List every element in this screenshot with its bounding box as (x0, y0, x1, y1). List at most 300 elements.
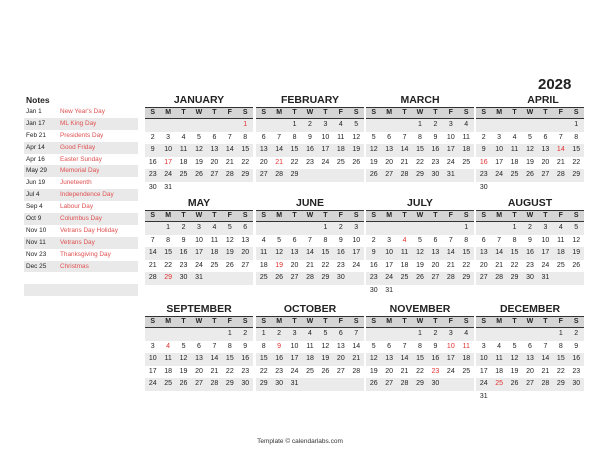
day-cell: 12 (195, 146, 203, 154)
day-cell (333, 378, 348, 391)
day-cell: 30 (241, 380, 250, 388)
day-cell: 13 (479, 249, 488, 257)
day-cell: 10 (495, 146, 504, 154)
weekday-header (256, 107, 364, 119)
weekday-label: T (181, 212, 186, 219)
day-cell: 27 (479, 274, 488, 282)
week-row (145, 328, 253, 341)
day-cell (302, 222, 317, 235)
day-cell: 12 (275, 249, 284, 257)
day-cell (507, 328, 522, 341)
day-cell: 14 (400, 146, 409, 154)
day-cell: 6 (387, 342, 392, 350)
week-row (256, 222, 364, 235)
day-cell: 16 (275, 355, 284, 363)
day-cell (538, 391, 553, 404)
day-cell: 30 (179, 274, 188, 282)
weekday-label: S (573, 318, 579, 325)
weekday-label: T (543, 109, 548, 116)
week-row (256, 353, 364, 366)
note-date: Jul 4 (26, 191, 40, 199)
day-cell: 5 (418, 236, 422, 244)
day-cell (160, 119, 175, 132)
week-row (476, 391, 584, 404)
day-cell: 18 (462, 146, 471, 154)
day-cell: 16 (526, 249, 534, 257)
day-cell: 29 (572, 171, 581, 179)
week-row (476, 366, 584, 379)
day-cell (207, 182, 222, 195)
note-date: Jun 19 (26, 179, 46, 187)
note-holiday-name: Vetrans Day Holiday (60, 226, 118, 234)
week-row (145, 353, 253, 366)
day-cell: 31 (385, 286, 394, 294)
day-cell (522, 182, 537, 195)
day-cell: 11 (164, 355, 172, 363)
week-row (256, 366, 364, 379)
day-cell: 5 (371, 133, 376, 141)
day-cell: 5 (277, 236, 282, 244)
day-cell: 15 (225, 355, 234, 363)
day-cell: 12 (179, 355, 188, 363)
day-cell: 16 (241, 355, 250, 363)
day-cell: 12 (416, 249, 424, 257)
day-cell: 18 (336, 146, 345, 154)
day-cell (191, 182, 206, 195)
week-row (476, 157, 584, 170)
day-cell (271, 222, 286, 235)
day-cell: 18 (259, 261, 268, 269)
day-cell: 26 (352, 158, 361, 166)
day-cell: 18 (556, 249, 565, 257)
day-cell: 16 (306, 146, 314, 154)
week-row (256, 328, 364, 341)
week-row (145, 222, 253, 235)
week-row (256, 341, 364, 354)
note-date: Dec 25 (26, 262, 47, 270)
weekday-label: M (496, 212, 503, 219)
day-cell: 2 (150, 133, 155, 141)
weekday-label: S (371, 212, 377, 219)
day-cell (553, 391, 568, 404)
week-row (256, 132, 364, 145)
weekday-label: W (526, 109, 534, 116)
day-cell: 15 (241, 146, 250, 154)
weekday-header (366, 316, 474, 328)
weekday-label: S (353, 212, 359, 219)
day-cell: 18 (400, 261, 409, 269)
day-cell: 16 (572, 355, 581, 363)
month-title: JANUARY (173, 94, 225, 106)
day-cell: 13 (385, 355, 394, 363)
day-cell: 11 (306, 342, 314, 350)
day-cell: 25 (179, 171, 188, 179)
note-date: Feb 21 (26, 131, 46, 139)
weekday-label: S (573, 109, 579, 116)
day-cell: 24 (541, 261, 550, 269)
day-cell: 23 (241, 367, 250, 375)
day-cell: 10 (290, 342, 299, 350)
day-cell (381, 222, 396, 235)
week-row (366, 260, 474, 273)
weekday-label: T (402, 318, 407, 325)
day-cell: 7 (448, 236, 453, 244)
day-cell: 30 (526, 274, 534, 282)
day-cell: 1 (243, 121, 248, 128)
day-cell: 16 (179, 249, 188, 257)
day-cell: 9 (181, 236, 186, 244)
day-cell: 7 (212, 342, 217, 350)
week-row (476, 182, 584, 195)
day-cell: 6 (543, 133, 548, 141)
day-cell: 26 (526, 171, 534, 179)
week-row (145, 169, 253, 182)
day-cell: 3 (354, 224, 359, 231)
weekday-label: W (306, 109, 314, 116)
day-cell: 1 (512, 224, 517, 231)
day-cell: 5 (197, 133, 201, 141)
day-cell: 16 (148, 158, 157, 166)
week-row (476, 169, 584, 182)
week-row (476, 341, 584, 354)
day-cell (176, 182, 191, 195)
day-cell: 25 (336, 158, 345, 166)
day-cell: 1 (166, 224, 171, 231)
day-cell: 19 (510, 367, 519, 375)
weekday-label: W (416, 212, 424, 219)
day-cell: 4 (464, 121, 469, 128)
day-cell: 18 (462, 355, 471, 363)
day-cell: 10 (541, 236, 550, 244)
day-cell: 20 (385, 158, 394, 166)
week-row (366, 272, 474, 285)
day-cell (145, 119, 160, 132)
day-cell: 12 (225, 236, 234, 244)
day-cell: 15 (164, 249, 173, 257)
day-cell: 11 (210, 236, 219, 244)
weekday-label: W (526, 318, 534, 325)
day-cell: 3 (497, 133, 502, 141)
day-cell: 21 (225, 158, 234, 166)
day-cell: 12 (369, 355, 378, 363)
day-cell: 9 (433, 342, 438, 350)
week-row (476, 119, 584, 132)
day-cell: 22 (556, 367, 565, 375)
day-cell (522, 119, 537, 132)
day-cell: 24 (195, 261, 203, 269)
day-cell: 19 (195, 158, 203, 166)
day-cell: 14 (352, 342, 361, 350)
day-cell (302, 169, 317, 182)
weekday-label: T (212, 318, 217, 325)
weekday-label: S (242, 109, 248, 116)
day-cell: 8 (243, 133, 248, 141)
day-cell (207, 272, 222, 285)
day-cell: 12 (321, 342, 330, 350)
day-cell (553, 272, 568, 285)
day-cell: 23 (431, 158, 440, 166)
weekday-label: F (448, 212, 453, 219)
weekday-label: T (323, 109, 328, 116)
day-cell: 14 (556, 146, 565, 154)
day-cell: 9 (481, 146, 486, 154)
weekday-label: F (227, 318, 232, 325)
day-cell: 27 (336, 367, 345, 375)
day-cell: 25 (462, 367, 471, 375)
day-cell: 3 (150, 342, 155, 350)
day-cell: 22 (462, 261, 471, 269)
note-holiday-name: Columbus Day (60, 215, 102, 223)
day-cell: 21 (275, 158, 284, 166)
day-cell: 14 (225, 146, 234, 154)
note-holiday-name: Vetrans Day (60, 238, 95, 246)
week-row (366, 222, 474, 235)
weekday-label: M (496, 318, 503, 325)
day-cell: 21 (446, 261, 455, 269)
day-cell: 31 (479, 392, 488, 400)
day-cell (256, 222, 271, 235)
note-holiday-name: Juneteenth (60, 179, 92, 187)
week-row (145, 144, 253, 157)
day-cell (366, 328, 381, 341)
weekday-label: M (276, 318, 283, 325)
week-row (145, 341, 253, 354)
day-cell: 9 (243, 342, 248, 350)
day-cell: 22 (510, 261, 519, 269)
note-holiday-name: Independence Day (60, 191, 114, 199)
day-cell: 31 (446, 171, 455, 179)
notes-title: Notes (26, 95, 50, 105)
month-september (145, 302, 253, 391)
weekday-label: F (338, 109, 343, 116)
month-january (145, 93, 253, 195)
day-cell: 5 (528, 133, 532, 141)
weekday-label: T (543, 212, 548, 219)
week-row (145, 235, 253, 248)
day-cell (222, 272, 237, 285)
day-cell: 20 (541, 158, 550, 166)
day-cell: 23 (306, 158, 314, 166)
day-cell: 9 (371, 249, 376, 257)
week-row (256, 235, 364, 248)
day-cell: 14 (210, 355, 219, 363)
week-row (145, 132, 253, 145)
day-cell: 6 (212, 133, 217, 141)
weekday-label: T (402, 212, 407, 219)
day-cell: 8 (574, 133, 579, 141)
day-cell: 17 (164, 158, 173, 166)
day-cell: 23 (369, 274, 378, 282)
weekday-label: S (463, 318, 469, 325)
day-cell: 17 (148, 367, 157, 375)
day-cell: 15 (510, 249, 519, 257)
week-row (476, 144, 584, 157)
day-cell: 20 (431, 261, 440, 269)
day-cell (397, 119, 412, 132)
day-cell: 10 (321, 133, 330, 141)
weekday-label: M (386, 109, 393, 116)
day-cell: 23 (479, 171, 488, 179)
weekday-label: W (306, 318, 314, 325)
week-row (476, 222, 584, 235)
day-cell: 10 (479, 355, 488, 363)
weekday-label: S (150, 318, 156, 325)
day-cell: 29 (241, 171, 250, 179)
day-cell (256, 119, 271, 132)
day-cell (507, 119, 522, 132)
note-row (24, 154, 138, 166)
day-cell: 19 (416, 261, 424, 269)
day-cell: 10 (446, 133, 455, 141)
month-title: APRIL (527, 94, 559, 106)
weekday-label: F (338, 318, 343, 325)
day-cell (238, 272, 253, 285)
day-cell: 27 (385, 380, 394, 388)
note-holiday-name: Thanksgiving Day (60, 250, 111, 258)
weekday-label: S (481, 109, 487, 116)
day-cell: 1 (558, 330, 563, 337)
day-cell: 28 (306, 274, 314, 282)
day-cell: 2 (433, 121, 438, 128)
day-cell: 1 (323, 224, 328, 231)
week-row (145, 366, 253, 379)
day-cell (443, 285, 458, 298)
day-cell: 13 (259, 146, 268, 154)
day-cell: 18 (306, 355, 314, 363)
day-cell: 25 (510, 171, 519, 179)
day-cell (459, 378, 474, 391)
day-cell: 19 (352, 146, 361, 154)
day-cell: 28 (446, 274, 455, 282)
week-row (366, 341, 474, 354)
day-cell: 24 (446, 367, 455, 375)
month-march (366, 93, 474, 182)
day-cell: 8 (558, 342, 563, 350)
day-cell: 17 (495, 158, 504, 166)
day-cell: 19 (225, 249, 234, 257)
day-cell: 14 (495, 249, 504, 257)
weekday-label: M (276, 212, 283, 219)
day-cell (222, 119, 237, 132)
day-cell: 26 (321, 367, 330, 375)
week-row (145, 378, 253, 391)
day-cell: 12 (369, 146, 378, 154)
week-row (145, 272, 253, 285)
day-cell: 16 (336, 249, 345, 257)
note-holiday-name: Christmas (60, 262, 89, 270)
day-cell: 11 (510, 146, 519, 154)
month-title: FEBRUARY (281, 94, 339, 106)
day-cell: 20 (195, 367, 203, 375)
day-cell (428, 222, 443, 235)
day-cell: 7 (402, 342, 407, 350)
day-cell: 15 (462, 249, 471, 257)
day-cell: 6 (197, 342, 201, 350)
month-title: MAY (187, 197, 211, 209)
week-row (256, 119, 364, 132)
day-cell: 11 (495, 355, 503, 363)
day-cell: 2 (574, 330, 579, 337)
note-date: Apr 14 (26, 143, 45, 151)
note-holiday-name: New Year's Day (60, 108, 105, 115)
day-cell: 5 (181, 342, 186, 350)
day-cell (145, 328, 160, 341)
day-cell: 27 (210, 171, 219, 179)
note-row (24, 261, 138, 273)
day-cell: 28 (556, 171, 565, 179)
note-row (24, 118, 138, 130)
day-cell: 9 (528, 236, 532, 244)
day-cell: 7 (558, 133, 563, 141)
day-cell: 11 (400, 249, 409, 257)
note-row (24, 272, 138, 284)
day-cell: 27 (195, 380, 203, 388)
weekday-label: S (463, 109, 469, 116)
day-cell: 17 (479, 367, 488, 375)
day-cell: 4 (497, 342, 502, 350)
weekday-label: S (261, 318, 267, 325)
day-cell (538, 328, 553, 341)
day-cell: 13 (195, 355, 203, 363)
day-cell: 23 (148, 171, 157, 179)
day-cell: 22 (416, 367, 424, 375)
month-november (366, 302, 474, 391)
day-cell: 8 (418, 342, 422, 350)
note-row (24, 165, 138, 177)
month-july (366, 196, 474, 298)
month-title: JULY (407, 197, 433, 209)
day-cell: 29 (416, 171, 424, 179)
week-row (145, 260, 253, 273)
day-cell: 21 (495, 261, 504, 269)
weekday-header (476, 107, 584, 119)
day-cell: 18 (510, 158, 519, 166)
weekday-label: S (261, 212, 267, 219)
week-row (366, 235, 474, 248)
note-date: Jan 17 (26, 119, 46, 127)
weekday-label: W (416, 318, 424, 325)
day-cell: 26 (416, 274, 424, 282)
day-cell (476, 328, 491, 341)
note-row (24, 142, 138, 154)
day-cell: 30 (369, 286, 378, 294)
day-cell (522, 328, 537, 341)
weekday-label: M (386, 318, 393, 325)
day-cell: 28 (148, 274, 157, 282)
weekday-label: T (292, 318, 297, 325)
day-cell: 9 (574, 342, 579, 350)
day-cell (459, 285, 474, 298)
day-cell: 22 (321, 261, 330, 269)
day-cell: 30 (431, 380, 440, 388)
week-row (366, 366, 474, 379)
note-holiday-name: Memorial Day (60, 167, 100, 175)
day-cell: 11 (337, 133, 345, 141)
day-cell: 28 (210, 380, 219, 388)
week-row (366, 328, 474, 341)
note-row (24, 284, 138, 296)
day-cell: 5 (574, 224, 579, 231)
day-cell: 8 (227, 342, 232, 350)
day-cell: 6 (292, 236, 297, 244)
day-cell: 2 (243, 330, 248, 337)
day-cell: 13 (385, 146, 394, 154)
day-cell: 7 (227, 133, 232, 141)
day-cell: 4 (308, 330, 312, 337)
weekday-label: T (512, 109, 517, 116)
day-cell: 10 (385, 249, 394, 257)
month-title: SEPTEMBER (166, 303, 232, 315)
